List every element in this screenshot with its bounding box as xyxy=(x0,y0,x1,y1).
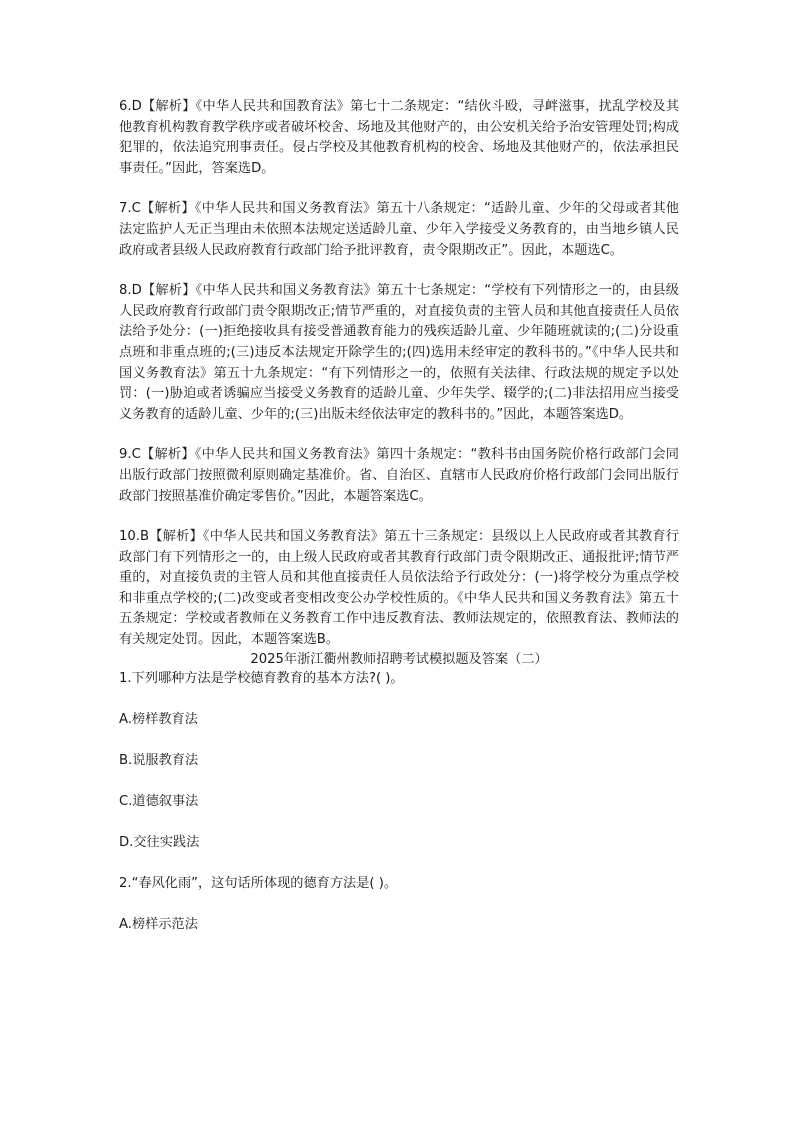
question-1-option-c: C.道德叙事法 xyxy=(119,793,199,809)
section-title: 2025年浙江衢州教师招聘考试模拟题及答案（二） xyxy=(250,651,548,667)
question-1-stem: 1.下列哪种方法是学校德育教育的基本方法?( )。 xyxy=(119,670,404,686)
answer-6: 6.D【解析】《中华人民共和国教育法》第七十二条规定：“结伙斗殴，寻衅滋事，扰乱学校及其他教育机构教育教学秩序或者破坏校舍、场地及其他财产的，由公安机关给予治安管理处罚;构成犯罪的，依法追究刑事责任。侵占学校及其他教育机构的校舍、场地及其他财产的，依法承担民事责任。”因此，答案选D。 xyxy=(119,99,679,176)
answer-10: 10.B【解析】《中华人民共和国义务教育法》第五十三条规定：县级以上人民政府或者其教育行政部门有下列情形之一的，由上级人民政府或者其教育行政部门责令限期改正、通报批评;情节严重的，对直接负责的主管人员和其他直接责任人员依法给予行政处分：(一)将学校分为重点学校和非重点学校的;(二)改变或者变相改变公办学校性质的。《中华人民共和国义务教育法》第五十五条规定：学校或者教师在义务教育工作中违反教育法、教师法规定的，依照教育法、教师法的有关规定处罚。因此，本题答案选B。 xyxy=(119,529,679,648)
answer-9: 9.C【解析】《中华人民共和国义务教育法》第四十条规定：“教科书由国务院价格行政部门会同出版行政部门按照微利原则确定基准价。省、自治区、直辖市人民政府价格行政部门会同出版行政部门按照基准价确定零售价。”因此，本题答案选C。 xyxy=(119,447,679,504)
question-2-stem: 2.“春风化雨”，这句话所体现的德育方法是( )。 xyxy=(119,875,398,891)
document-page xyxy=(119,97,679,956)
answer-7: 7.C【解析】《中华人民共和国义务教育法》第五十八条规定：“适龄儿童、少年的父母或者其他法定监护人无正当理由未依照本法规定送适龄儿童、少年入学接受义务教育的，由当地乡镇人民政府或者县级人民政府教育行政部门给予批评教育，责令限期改正”。因此，本题选C。 xyxy=(119,201,679,258)
question-2-option-a: A.榜样示范法 xyxy=(119,916,198,932)
question-1-option-d: D.交往实践法 xyxy=(119,834,200,850)
question-1-option-b: B.说服教育法 xyxy=(119,752,199,768)
question-1-option-a: A.榜样教育法 xyxy=(119,711,198,727)
answer-8: 8.D【解析】《中华人民共和国义务教育法》第五十七条规定：“学校有下列情形之一的，由县级人民政府教育行政部门责令限期改正;情节严重的，对直接负责的主管人员和其他直接责任人员依法给予处分：(一)拒绝接收具有接受普通教育能力的残疾适龄儿童、少年随班就读的;(二)分设重点班和非重点班的;(三)违反本法规定开除学生的;(四)选用未经审定的教科书的。”《中华人民共和国义务教育法》第五十九条规定：“有下列情形之一的，依照有关法律、行政法规的规定予以处罚：(一)胁迫或者诱骗应当接受义务教育的适龄儿童、少年失学、辍学的;(二)非法招用应当接受义务教育的适龄儿童、少年的;(三)出版未经依法审定的教科书的。”因此，本题答案选D。 xyxy=(119,283,679,422)
